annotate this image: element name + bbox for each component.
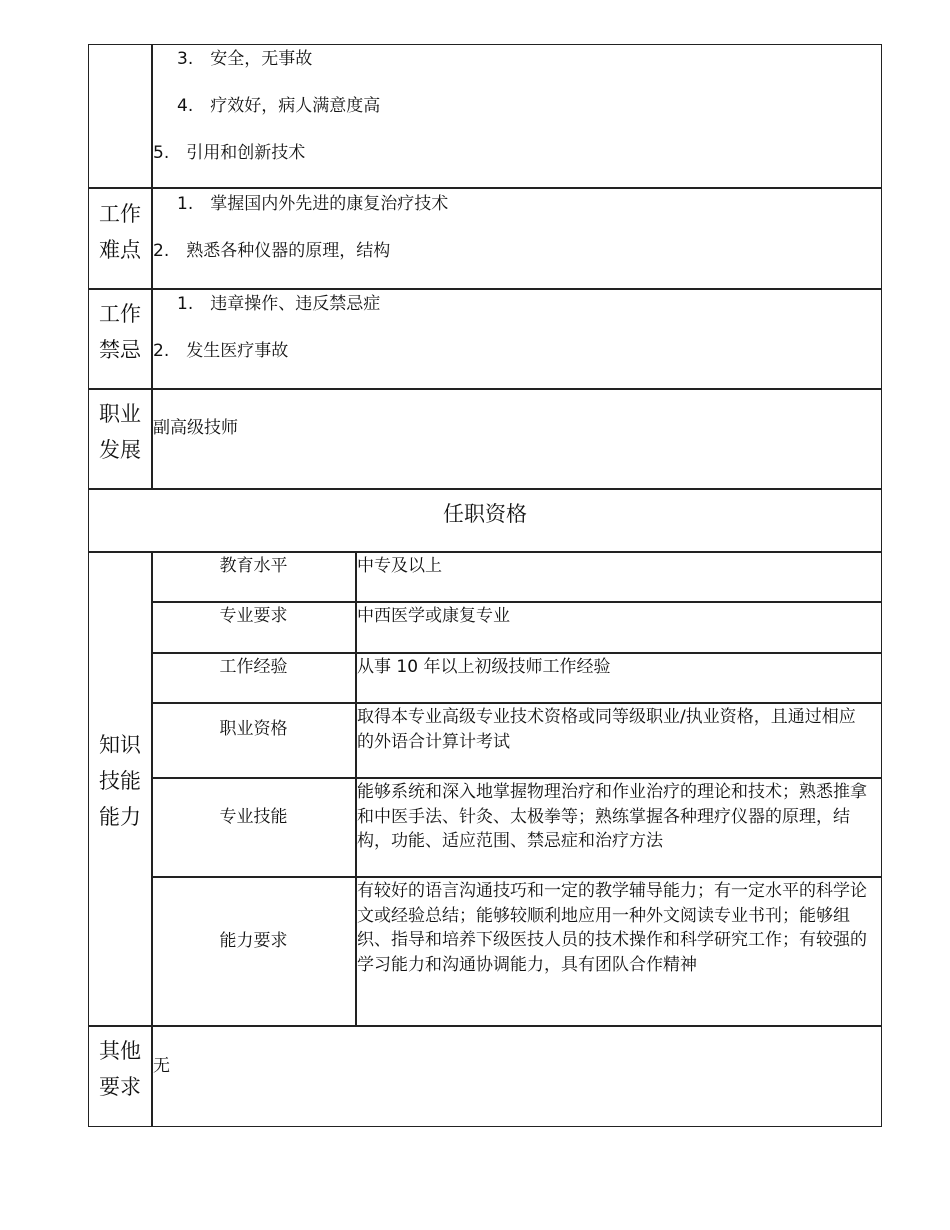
other-label-line2: 要求 bbox=[99, 1075, 141, 1099]
difficulty-label-line2: 难点 bbox=[99, 238, 141, 262]
row-divider bbox=[88, 1025, 882, 1027]
experience-value: 从事 10 年以上初级技师工作经验 bbox=[357, 657, 611, 677]
career-label bbox=[90, 396, 150, 468]
education-value: 中专及以上 bbox=[357, 556, 442, 576]
side-label-line2: 技能 bbox=[99, 769, 141, 793]
other-label bbox=[90, 1033, 150, 1105]
row-divider bbox=[151, 777, 882, 779]
row-divider bbox=[88, 288, 882, 290]
row-divider bbox=[151, 876, 882, 878]
difficulty-label bbox=[90, 196, 150, 268]
row-divider bbox=[151, 702, 882, 704]
row-divider bbox=[88, 187, 882, 189]
other-value: 无 bbox=[153, 1056, 170, 1076]
col-divider bbox=[151, 551, 153, 1127]
career-value: 副高级技师 bbox=[153, 418, 238, 438]
row-divider bbox=[88, 551, 882, 553]
taboo-label-line1: 工作 bbox=[99, 302, 141, 326]
row-divider bbox=[151, 652, 882, 654]
career-label-line2: 发展 bbox=[99, 438, 141, 462]
top-item-5: 5. 引用和创新技术 bbox=[153, 143, 306, 163]
career-label-line1: 职业 bbox=[99, 402, 141, 426]
experience-label: 工作经验 bbox=[219, 657, 288, 677]
qualification-title: 任职资格 bbox=[443, 502, 527, 526]
skill-value: 能够系统和深入地掌握物理治疗和作业治疗的理论和技术；熟悉推拿和中医手法、针灸、太极拳等；熟练掌握各种理疗仪器的原理，结构，功能、适应范围、禁忌症和治疗方法 bbox=[357, 782, 867, 851]
row-divider bbox=[88, 488, 882, 490]
difficulty-item-1: 1. 掌握国内外先进的康复治疗技术 bbox=[177, 194, 449, 214]
top-item-3: 3. 安全，无事故 bbox=[177, 49, 313, 69]
ability-label: 能力要求 bbox=[219, 931, 288, 951]
row-divider bbox=[88, 388, 882, 390]
ability-value: 有较好的语言沟通技巧和一定的教学辅导能力；有一定水平的科学论文或经验总结；能够较顺利地应用一种外文阅读专业书刊；能够组织、指导和培养下级医技人员的技术操作和科学研究工作；有较强的学习能力和沟通协调能力，具有团队合作精神 bbox=[357, 881, 867, 975]
major-value: 中西医学或康复专业 bbox=[357, 606, 510, 626]
top-item-4: 4. 疗效好，病人满意度高 bbox=[177, 96, 381, 116]
other-label-line1: 其他 bbox=[99, 1039, 141, 1063]
skill-label: 专业技能 bbox=[219, 807, 288, 827]
taboo-item-1: 1. 违章操作、违反禁忌症 bbox=[177, 294, 381, 314]
row-divider bbox=[151, 601, 882, 603]
certification-value: 取得本专业高级专业技术资格或同等级职业/执业资格，且通过相应的外语合计算计考试 bbox=[357, 707, 856, 752]
education-label: 教育水平 bbox=[219, 556, 288, 576]
qualification-side-label bbox=[90, 727, 150, 835]
side-label-line1: 知识 bbox=[99, 733, 141, 757]
taboo-label bbox=[90, 296, 150, 368]
difficulty-item-2: 2. 熟悉各种仪器的原理，结构 bbox=[153, 241, 391, 261]
taboo-label-line2: 禁忌 bbox=[99, 338, 141, 362]
side-label-line3: 能力 bbox=[99, 805, 141, 829]
taboo-item-2: 2. 发生医疗事故 bbox=[153, 341, 289, 361]
certification-label: 职业资格 bbox=[219, 719, 288, 739]
difficulty-label-line1: 工作 bbox=[99, 202, 141, 226]
major-label: 专业要求 bbox=[219, 606, 288, 626]
